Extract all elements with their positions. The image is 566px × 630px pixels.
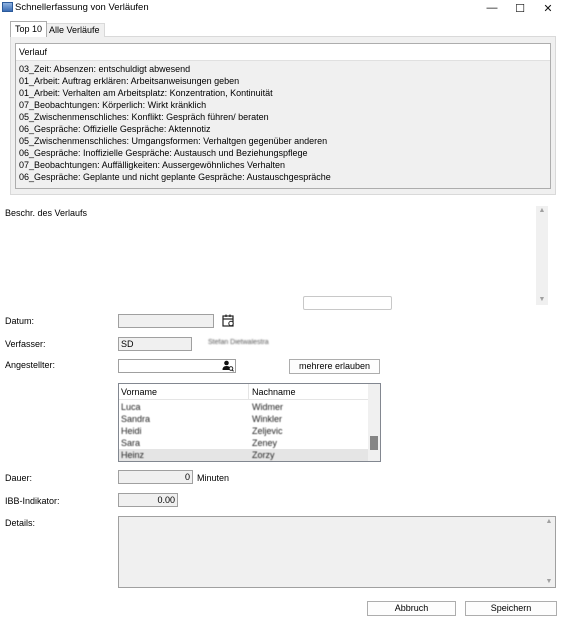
angestellter-label: Angestellter:: [5, 360, 56, 370]
verfasser-name: Stefan Dietwalestra: [208, 339, 269, 346]
list-item[interactable]: 01_Arbeit: Auftrag erklären: Arbeitsanweisungen geben: [19, 76, 240, 86]
table-row[interactable]: [119, 437, 368, 449]
list-item[interactable]: 07_Beobachtungen: Körperlich: Wirkt kränklich: [19, 100, 207, 110]
list-item[interactable]: 06_Gespräche: Inoffizielle Gespräche: Austausch und Beziehungspflege: [19, 148, 308, 158]
verfasser-label: Verfasser:: [5, 339, 46, 349]
datum-label: Datum:: [5, 316, 35, 326]
list-item[interactable]: 07_Beobachtungen: Auffälligkeiten: Aussergewöhnliches Verhalten: [19, 160, 286, 170]
tab-alle-verlaeufe[interactable]: Alle Verläufe: [44, 23, 105, 37]
save-button[interactable]: Speichern: [465, 601, 557, 616]
verlauf-list[interactable]: [15, 43, 551, 189]
dauer-unit: Minuten: [197, 473, 230, 483]
scroll-down-icon[interactable]: ▼: [538, 296, 546, 303]
table-row-selected[interactable]: [119, 449, 368, 461]
table-row[interactable]: [119, 401, 368, 413]
scroll-up-icon[interactable]: ▲: [545, 518, 553, 525]
dauer-input[interactable]: 0: [118, 470, 193, 484]
angestellter-input[interactable]: [118, 359, 236, 373]
scroll-down-icon[interactable]: ▼: [545, 578, 553, 585]
ibb-label: IBB-Indikator:: [5, 496, 60, 506]
minimize-button[interactable]: —: [486, 2, 498, 14]
list-item[interactable]: 06_Gespräche: Geplante und nicht geplante Gespräche: Austauschgespräche: [19, 172, 331, 182]
cell-nachname: Winkler: [252, 414, 283, 424]
scroll-up-icon[interactable]: ▲: [538, 207, 546, 214]
verlauf-list-header[interactable]: Verlauf: [16, 44, 550, 61]
window-title: Schnellerfassung von Verläufen: [15, 2, 149, 13]
table-header: [119, 384, 368, 400]
cell-vorname: Sara: [121, 438, 141, 448]
angestellter-table[interactable]: [118, 383, 381, 462]
table-row[interactable]: [119, 413, 368, 425]
maximize-button[interactable]: ☐: [515, 2, 525, 15]
cancel-button[interactable]: Abbruch: [367, 601, 456, 616]
details-scrollbar[interactable]: [543, 517, 555, 587]
title-bar: [0, 0, 566, 16]
list-item[interactable]: 05_Zwischenmenschliches: Umgangsformen: Verhaltgen gegenüber anderen: [19, 136, 328, 146]
cell-nachname: Widmer: [252, 402, 283, 412]
mehrere-erlauben-button[interactable]: mehrere erlauben: [289, 359, 380, 374]
list-item[interactable]: 05_Zwischenmenschliches: Konflikt: Gespräch führen/ beraten: [19, 112, 269, 122]
list-item[interactable]: 03_Zeit: Absenzen: entschuldigt abwesend: [19, 64, 191, 74]
tab-top10[interactable]: Top 10: [10, 21, 47, 37]
details-textarea[interactable]: [118, 516, 556, 588]
details-label: Details:: [5, 518, 36, 528]
column-header-nachname[interactable]: Nachname: [252, 387, 296, 397]
cell-vorname: Sandra: [121, 414, 151, 424]
close-button[interactable]: ✕: [543, 2, 553, 15]
cell-nachname: Zeljevic: [252, 426, 283, 436]
cell-vorname: Heidi: [121, 426, 142, 436]
cell-vorname: Heinz: [121, 450, 145, 460]
cell-nachname: Zeney: [252, 438, 278, 448]
table-scrollbar[interactable]: [368, 384, 380, 461]
list-item[interactable]: 01_Arbeit: Verhalten am Arbeitsplatz: Konzentration, Kontinuität: [19, 88, 273, 98]
scrollbar-thumb[interactable]: [370, 436, 378, 450]
calendar-icon[interactable]: [222, 314, 235, 327]
person-search-icon[interactable]: [222, 360, 234, 372]
app-icon: [2, 2, 13, 12]
description-aux-field[interactable]: [303, 296, 392, 310]
table-row[interactable]: [119, 425, 368, 437]
verfasser-input[interactable]: SD: [118, 337, 192, 351]
description-scrollbar[interactable]: [536, 206, 548, 305]
cell-nachname: Zorzy: [252, 450, 275, 460]
ibb-indikator-input[interactable]: 0.00: [118, 493, 178, 507]
column-header-vorname[interactable]: Vorname: [119, 384, 249, 400]
datum-input[interactable]: [118, 314, 214, 328]
dauer-label: Dauer:: [5, 473, 33, 483]
description-label: Beschr. des Verlaufs: [5, 208, 88, 218]
cell-vorname: Luca: [121, 402, 141, 412]
description-textarea[interactable]: [0, 203, 548, 307]
list-item[interactable]: 06_Gespräche: Offizielle Gespräche: Aktennotiz: [19, 124, 211, 134]
